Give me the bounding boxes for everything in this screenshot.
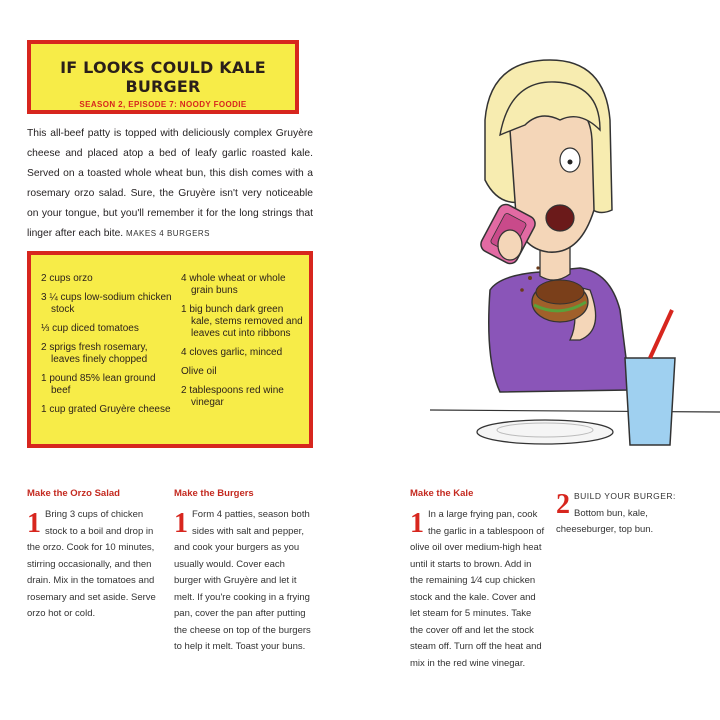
ingredient-item: 2 sprigs fresh rosemary, leaves finely chopped: [41, 342, 148, 365]
ingredients-right-column: [181, 273, 305, 416]
ingredients-box: [27, 251, 313, 448]
ingredient-item: 2 tablespoons red wine vinegar: [181, 385, 284, 408]
step-number: 1: [27, 508, 41, 539]
ingredient-item: Olive oil: [181, 366, 217, 377]
orzo-step: [27, 507, 163, 623]
kale-step: [410, 507, 546, 672]
kale-section: [410, 488, 546, 672]
ingredient-item: ⅓ cup diced tomatoes: [41, 323, 139, 334]
ingredient-item: 1 pound 85% lean ground beef: [41, 373, 156, 396]
build-lead: BUILD YOUR BURGER:: [574, 491, 676, 501]
burgers-section: [174, 488, 314, 656]
ingredients-left-column: [41, 273, 173, 423]
ingredient-item: 4 cloves garlic, minced: [181, 347, 283, 358]
orzo-heading: Make the Orzo Salad: [27, 488, 120, 499]
recipe-title-box: [27, 40, 299, 114]
recipe-title: IF LOOKS COULD KALE BURGER: [60, 58, 266, 96]
character-illustration: [430, 40, 720, 470]
ingredient-item: 1 cup grated Gruyère cheese: [41, 404, 171, 415]
step-number: 2: [556, 489, 570, 520]
ingredient-item: 3 ¼ cups low-sodium chicken stock: [41, 292, 172, 315]
episode-subtitle: SEASON 2, EPISODE 7: NOODY FOODIE: [79, 100, 247, 109]
build-step-text: Bottom bun, kale, cheeseburger, top bun.: [556, 507, 654, 535]
ingredient-item: 1 big bunch dark green kale, stems removed and leaves cut into ribbons: [181, 304, 303, 339]
step-number: 1: [174, 508, 188, 539]
intro-text: This all-beef patty is topped with deliciously complex Gruyère cheese and placed atop a bed of leafy garlic roasted kale. Served on a toasted whole wheat bun, this dish comes with a rosemary orzo salad. Sure, the Gruyère isn't very noticeable on your tongue, but you'll remember it for the long strings that linger after each bite.: [27, 128, 313, 239]
ingredient-item: 4 whole wheat or whole grain buns: [181, 273, 286, 296]
burgers-heading: Make the Burgers: [174, 488, 254, 499]
kale-step-text: In a large frying pan, cook the garlic in a tablespoon of olive oil over medium-high heat until it starts to brown. Add in the remaining 1⁄4 cup chicken stock and the kale. Cover and let steam for 5 minutes. Take the cover off and let the stock steam off. Turn off the heat and mix in the red wine vinegar.: [410, 509, 545, 669]
step-number: 1: [410, 508, 424, 539]
build-section: [556, 488, 696, 539]
burgers-step: [174, 507, 314, 656]
serves-note: MAKES 4 BURGERS: [126, 229, 211, 238]
orzo-section: [27, 488, 163, 623]
build-step: [556, 488, 696, 539]
kale-heading: Make the Kale: [410, 488, 474, 499]
ingredient-item: 2 cups orzo: [41, 273, 93, 284]
intro-paragraph: [27, 124, 313, 244]
orzo-step-text: Bring 3 cups of chicken stock to a boil and drop in the orzo. Cook for 10 minutes, stirring occasionally, and then drain. Mix in the tomatoes and rosemary and set aside. Serve orzo hot or cold.: [27, 509, 156, 619]
burgers-step-text: Form 4 patties, season both sides with salt and pepper, and cook your burgers as you usually would. Cover each burger with Gruyère and let it melt. If you're cooking in a frying pan, cover the pan after putting the cheese on top of the burgers to help it melt. Toast your buns.: [174, 509, 311, 652]
